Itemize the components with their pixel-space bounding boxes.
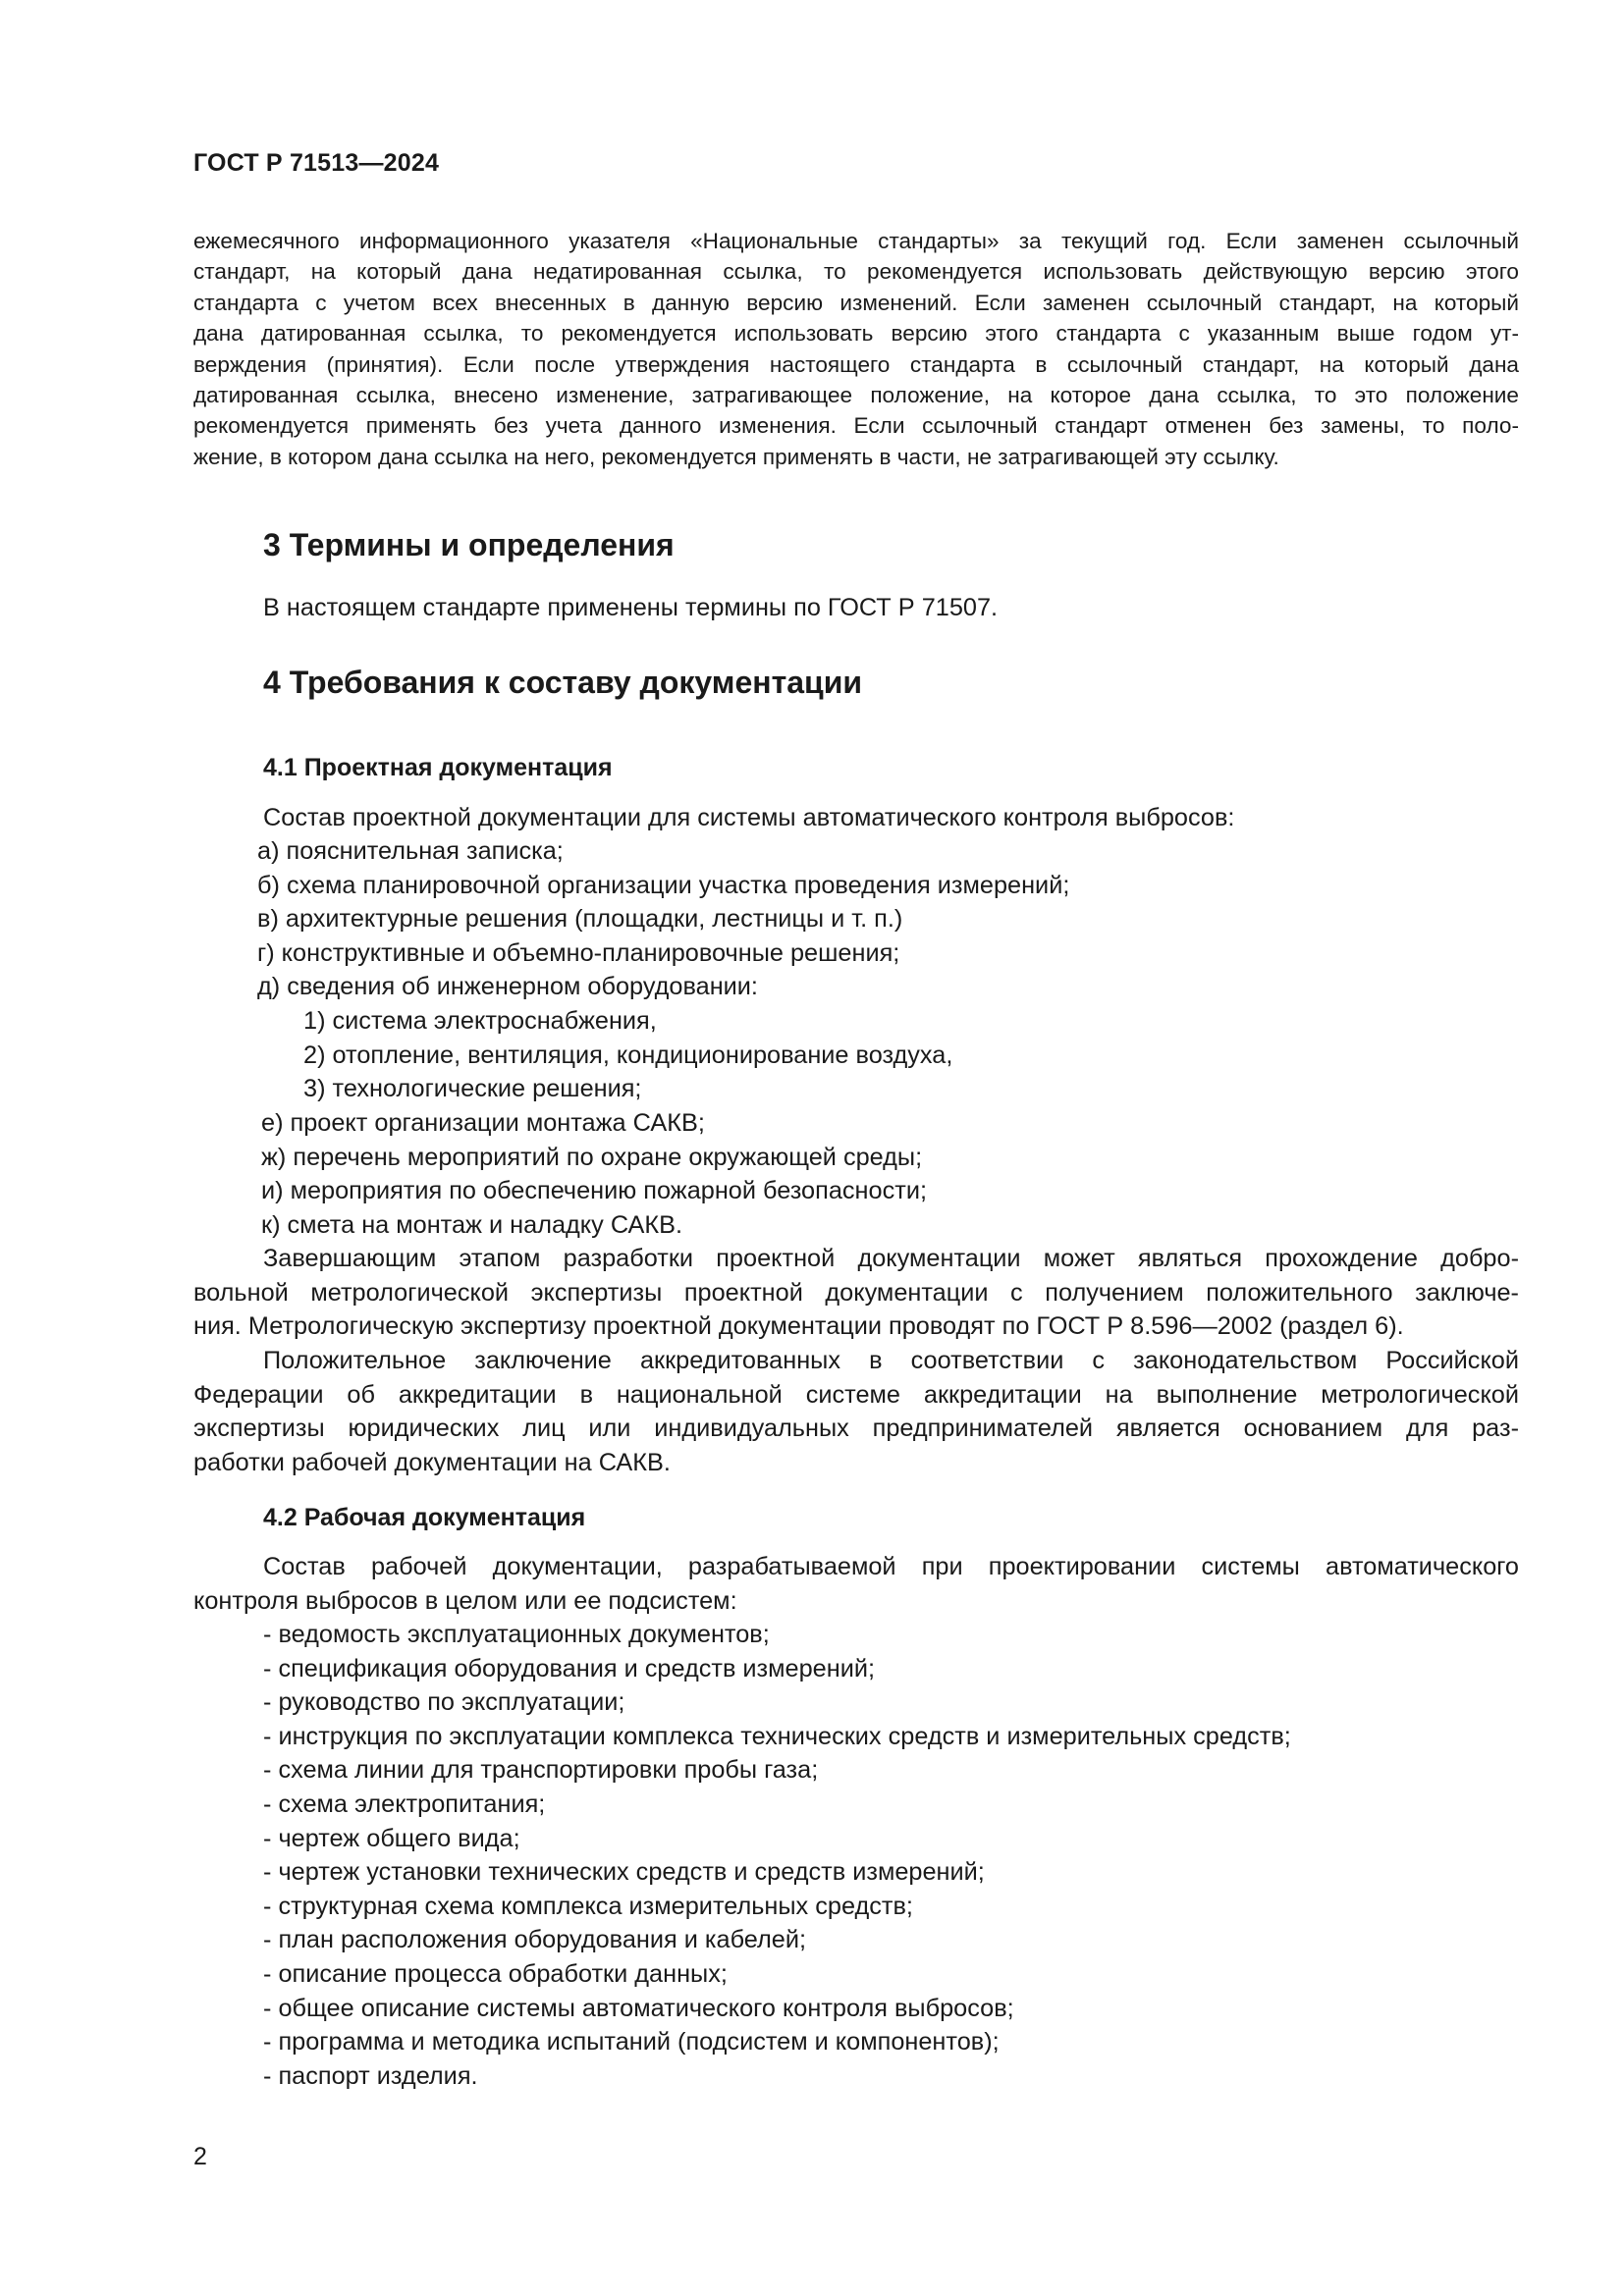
list-item: - чертеж установки технических средств и средств измерений; xyxy=(263,1858,985,1887)
list-item: - чертеж общего вида; xyxy=(263,1824,520,1852)
list-item: е) проект организации монтажа САКВ; xyxy=(261,1109,705,1137)
paragraph-line: Состав рабочей документации, разрабатываемой при проектировании системы автоматического xyxy=(263,1553,1519,1580)
list-item: - спецификация оборудования и средств измерений; xyxy=(263,1654,876,1682)
engineering-subitems-list xyxy=(303,1004,952,1106)
intro-line: датированная ссылка, внесено изменение, затрагивающее положение, на которое дана ссылка, то это положение xyxy=(193,383,1519,408)
accreditation-paragraph xyxy=(193,1344,1519,1479)
subsection-4-2-intro xyxy=(193,1550,1519,1618)
intro-line: стандарта с учетом всех внесенных в данную версию изменений. Если заменен ссылочный стандарт, на который xyxy=(193,290,1519,315)
paragraph-line: работки рабочей документации на САКВ. xyxy=(193,1448,671,1476)
intro-line: верждения (принятия). Если после утверждения настоящего стандарта в ссылочный стандарт, на который дана xyxy=(193,351,1519,377)
list-item: - структурная схема комплекса измерительных средств; xyxy=(263,1892,913,1920)
paragraph-line: экспертизы юридических лиц или индивидуальных предпринимателей является основанием для раз- xyxy=(193,1415,1519,1443)
list-item: ж) перечень мероприятий по охране окружающей среды; xyxy=(261,1143,923,1171)
list-item: - схема линии для транспортировки пробы газа; xyxy=(263,1756,819,1785)
intro-line: рекомендуется применять без учета данного изменения. Если ссылочный стандарт отменен без замены, то поло- xyxy=(193,413,1519,439)
section-3-heading: 3 Термины и определения xyxy=(263,527,675,562)
working-docs-list xyxy=(263,1618,1291,2093)
list-item: в) архитектурные решения (площадки, лестницы и т. п.) xyxy=(257,905,903,934)
intro-paragraph xyxy=(193,226,1519,472)
list-item: - план расположения оборудования и кабелей; xyxy=(263,1926,806,1954)
list-item: а) пояснительная записка; xyxy=(257,837,564,865)
subsection-4-1-heading: 4.1 Проектная документация xyxy=(263,754,613,781)
list-item: и) мероприятия по обеспечению пожарной безопасности; xyxy=(261,1177,927,1205)
list-subitem: 2) отопление, вентиляция, кондиционирование воздуха, xyxy=(303,1041,953,1069)
paragraph-line: ния. Метрологическую экспертизу проектной документации проводят по ГОСТ Р 8.596—2002 (раздел 6). xyxy=(193,1312,1404,1341)
design-docs-list-continued xyxy=(261,1106,927,1242)
list-item: б) схема планировочной организации участка проведения измерений; xyxy=(257,871,1070,899)
metrology-expertise-paragraph xyxy=(193,1242,1519,1344)
paragraph-line: контроля выбросов в целом или ее подсистем: xyxy=(193,1586,737,1615)
list-subitem: 3) технологические решения; xyxy=(303,1075,642,1103)
intro-line: стандарт, на который дана недатированная ссылка, то рекомендуется использовать действующую версию этого xyxy=(193,259,1519,285)
list-item: - программа и методика испытаний (подсистем и компонентов); xyxy=(263,2028,1000,2056)
paragraph-line: Завершающим этапом разработки проектной документации может являться прохождение добро- xyxy=(263,1245,1519,1272)
list-subitem: 1) система электроснабжения, xyxy=(303,1007,657,1035)
list-item: - общее описание системы автоматического контроля выбросов; xyxy=(263,1994,1014,2022)
paragraph-line: Федерации об аккредитации в национальной системе аккредитации на выполнение метрологической xyxy=(193,1380,1519,1409)
list-item: - схема электропитания; xyxy=(263,1789,546,1818)
subsection-4-1-intro: Состав проектной документации для системы автоматического контроля выбросов: xyxy=(263,804,1235,831)
document-code-header: ГОСТ Р 71513—2024 xyxy=(193,149,440,177)
page-number: 2 xyxy=(193,2143,207,2170)
list-item: г) конструктивные и объемно-планировочные решения; xyxy=(257,938,900,967)
list-item: - руководство по эксплуатации; xyxy=(263,1688,625,1717)
intro-line: жение, в котором дана ссылка на него, рекомендуется применять в части, не затрагивающей эту ссылку. xyxy=(193,444,1279,469)
list-item: д) сведения об инженерном оборудовании: xyxy=(257,973,758,1001)
section-3-text: В настоящем стандарте применены термины по ГОСТ Р 71507. xyxy=(263,594,999,621)
list-item: - ведомость эксплуатационных документов; xyxy=(263,1621,770,1648)
intro-line: ежемесячного информационного указателя «Национальные стандарты» за текущий год. Если заменен ссылочный xyxy=(193,229,1519,253)
list-item: - инструкция по эксплуатации комплекса технических средств и измерительных средств; xyxy=(263,1722,1291,1750)
intro-line: дана датированная ссылка, то рекомендуется использовать версию этого стандарта с указанным выше годом ут- xyxy=(193,321,1519,347)
paragraph-line: Положительное заключение аккредитованных в соответствии с законодательством Российской xyxy=(263,1347,1519,1374)
list-item: к) смета на монтаж и наладку САКВ. xyxy=(261,1210,683,1239)
design-docs-list xyxy=(257,834,1069,1004)
list-item: - описание процесса обработки данных; xyxy=(263,1959,728,1988)
section-4-heading: 4 Требования к составу документации xyxy=(263,665,863,700)
list-item: - паспорт изделия. xyxy=(263,2061,478,2090)
subsection-4-2-heading: 4.2 Рабочая документация xyxy=(263,1504,586,1531)
paragraph-line: вольной метрологической экспертизы проектной документации с получением положительного заключе- xyxy=(193,1278,1519,1307)
